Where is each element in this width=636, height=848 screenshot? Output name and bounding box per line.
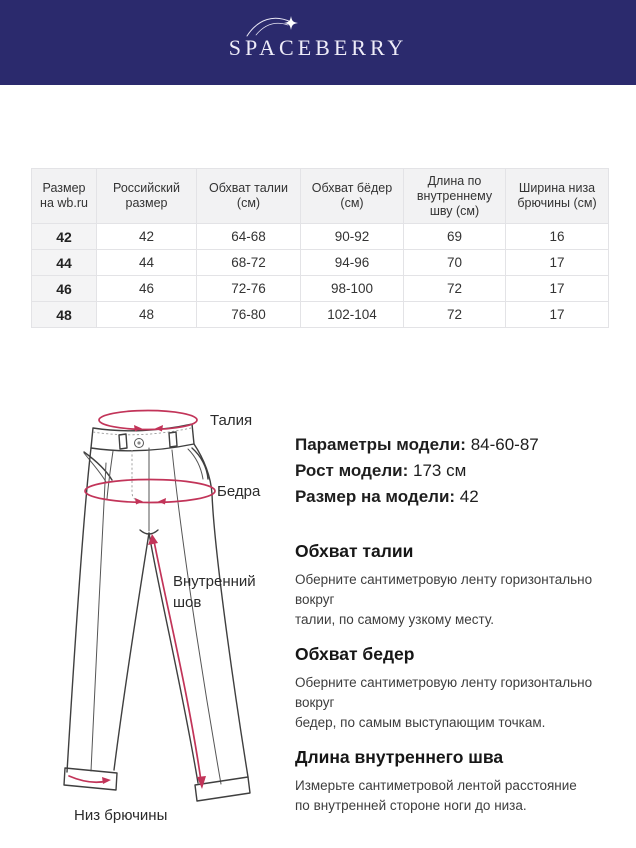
guide-hips xyxy=(295,643,626,733)
hips-arrow-left xyxy=(135,498,143,505)
guide-text-line: по внутренней стороне ноги до низа. xyxy=(295,798,527,813)
left-leg-outer xyxy=(67,448,91,772)
pocket-right-inner xyxy=(188,449,203,479)
param-label: Рост модели: xyxy=(295,461,409,480)
guide-inseam xyxy=(295,746,626,816)
info-column xyxy=(295,387,626,842)
belt-loop-right xyxy=(169,432,177,447)
cell-hem-width: 17 xyxy=(506,276,609,302)
guide-text-line: Оберните сантиметровую ленту горизонтально вокруг xyxy=(295,675,593,710)
hips-arrow-right xyxy=(158,498,166,505)
model-params xyxy=(295,432,626,510)
guide-title: Длина внутреннего шва xyxy=(295,747,504,767)
table-row xyxy=(32,224,609,250)
param-label: Размер на модели: xyxy=(295,487,456,506)
cell-inseam: 72 xyxy=(404,302,506,328)
right-leg-crease xyxy=(172,450,221,784)
col-header-ru-size: Российский размер xyxy=(97,169,197,224)
cell-waist: 76-80 xyxy=(197,302,301,328)
cell-inseam: 72 xyxy=(404,276,506,302)
cell-wb-size: 46 xyxy=(32,276,97,302)
col-header-inseam: Длина по внутреннему шву (см) xyxy=(404,169,506,224)
cell-hem-width: 16 xyxy=(506,224,609,250)
inner-seam-label-line1: Внутренний xyxy=(173,573,256,590)
right-leg-inner xyxy=(149,533,198,783)
cell-hem-width: 17 xyxy=(506,302,609,328)
cell-waist: 64-68 xyxy=(197,224,301,250)
waist-label: Талия xyxy=(210,412,253,429)
left-leg-crease xyxy=(91,463,106,771)
cell-hem-width: 17 xyxy=(506,250,609,276)
table-header-row xyxy=(32,169,609,224)
guide-text-line: Оберните сантиметровую ленту горизонтально вокруг xyxy=(295,572,593,607)
cell-waist: 72-76 xyxy=(197,276,301,302)
col-header-wb-size: Размер на wb.ru xyxy=(32,169,97,224)
button-center xyxy=(137,441,140,444)
cell-hips: 102-104 xyxy=(301,302,404,328)
model-param-size xyxy=(295,484,626,510)
param-value: 173 см xyxy=(412,461,467,480)
guide-waist xyxy=(295,540,626,630)
model-param-measurements xyxy=(295,432,626,458)
cell-ru-size: 46 xyxy=(97,276,197,302)
cell-wb-size: 42 xyxy=(32,224,97,250)
cell-ru-size: 44 xyxy=(97,250,197,276)
left-leg-inner xyxy=(114,533,149,770)
brand-logo xyxy=(229,25,408,61)
param-value: 42 xyxy=(459,487,479,506)
waist-arrow-right xyxy=(155,425,163,432)
cell-ru-size: 42 xyxy=(97,224,197,250)
brand-name: SPACEBERRY xyxy=(228,34,408,60)
guide-text-line: бедер, по самым выступающим точкам. xyxy=(295,715,546,730)
guide-text-line: талии, по самому узкому месту. xyxy=(295,612,495,627)
col-header-hem-width: Ширина низа брючины (см) xyxy=(506,169,609,224)
cell-inseam: 70 xyxy=(404,250,506,276)
pants-diagram xyxy=(55,387,285,842)
cell-hips: 98-100 xyxy=(301,276,404,302)
cell-hips: 94-96 xyxy=(301,250,404,276)
col-header-hips: Обхват бёдер (см) xyxy=(301,169,404,224)
hips-label: Бедра xyxy=(217,483,261,500)
left-cuff xyxy=(64,768,117,790)
guide-title: Обхват бедер xyxy=(295,644,415,664)
brand-header xyxy=(0,0,636,85)
size-table xyxy=(31,168,609,328)
pants-drawing xyxy=(55,387,285,837)
table-row xyxy=(32,302,609,328)
shooting-star-icon xyxy=(245,11,301,41)
cell-hips: 90-92 xyxy=(301,224,404,250)
hem-arrow xyxy=(102,777,111,784)
inner-seam-label-line2: шов xyxy=(173,594,202,611)
guide-title: Обхват талии xyxy=(295,541,414,561)
waist-measure-ellipse xyxy=(99,411,197,430)
hem-measure-line xyxy=(69,776,107,782)
cell-ru-size: 48 xyxy=(97,302,197,328)
table-row xyxy=(32,276,609,302)
col-header-waist: Обхват талии (см) xyxy=(197,169,301,224)
cell-waist: 68-72 xyxy=(197,250,301,276)
param-label: Параметры модели: xyxy=(295,435,466,454)
belt-loop-left xyxy=(119,434,127,449)
fly-stitch xyxy=(132,450,140,501)
table-row xyxy=(32,250,609,276)
hem-label: Низ брючины xyxy=(74,807,168,824)
param-value: 84-60-87 xyxy=(470,435,539,454)
cell-wb-size: 48 xyxy=(32,302,97,328)
guide-text-line: Измерьте сантиметровой лентой расстояние xyxy=(295,778,577,793)
cell-wb-size: 44 xyxy=(32,250,97,276)
measurement-section xyxy=(0,387,636,842)
cell-inseam: 69 xyxy=(404,224,506,250)
model-param-height xyxy=(295,458,626,484)
